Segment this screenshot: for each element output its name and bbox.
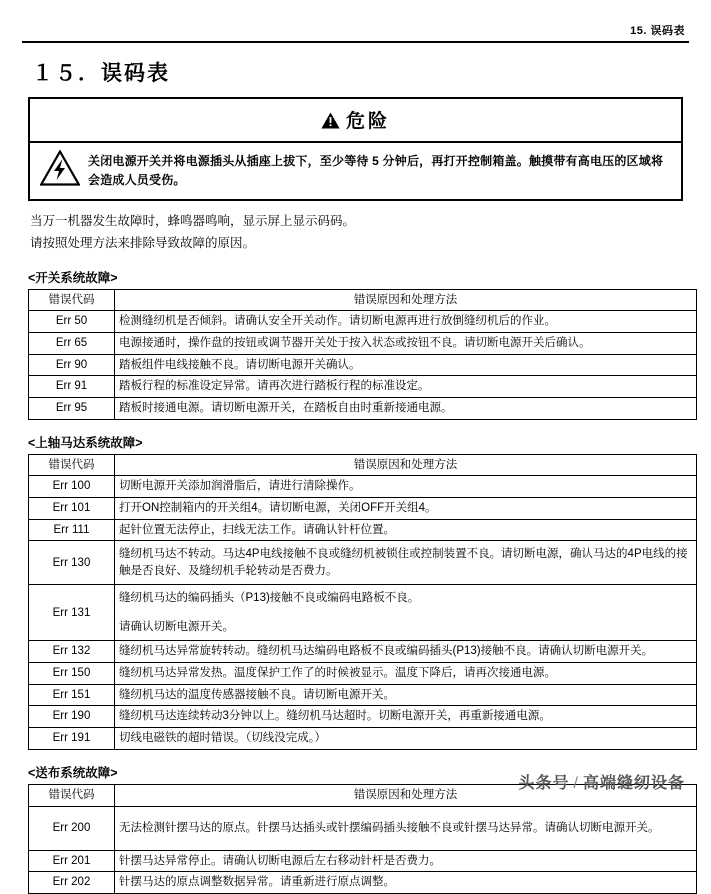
section-title-feed-system: <送布系统故障> xyxy=(28,765,118,780)
table-row xyxy=(29,872,697,894)
table-row xyxy=(29,398,697,420)
running-head: 15. 误码表 xyxy=(630,25,685,37)
error-desc: 缝纫机马达异常发热。温度保护工作了的时候被显示。温度下降后，请再次接通电源。 xyxy=(115,663,697,685)
error-code: Err 201 xyxy=(29,850,115,872)
table-row xyxy=(29,498,697,520)
table-row xyxy=(29,706,697,728)
error-code: Err 150 xyxy=(29,663,115,685)
error-code: Err 91 xyxy=(29,376,115,398)
error-code: Err 202 xyxy=(29,872,115,894)
error-desc: 打开ON控制箱内的开关组4。请切断电源，关闭OFF开关组4。 xyxy=(115,498,697,520)
error-desc: 切断电源开关添加润滑脂后，请进行清除操作。 xyxy=(115,476,697,498)
error-desc: 针摆马达的原点调整数据异常。请重新进行原点调整。 xyxy=(115,872,697,894)
danger-text: 关闭电源开关并将电源插头从插座上拔下，至少等待 5 分钟后，再打开控制箱盖。触摸带有高电压的区域将会造成人员受伤。 xyxy=(88,153,664,187)
error-code: Err 191 xyxy=(29,728,115,750)
watermark xyxy=(519,770,685,793)
section-title-upper-shaft-motor: <上轴马达系统故障> xyxy=(28,435,143,450)
error-code: Err 50 xyxy=(29,311,115,333)
table-row xyxy=(29,641,697,663)
table-row xyxy=(29,684,697,706)
error-desc: 无法检测针摆马达的原点。针摆马达插头或针摆编码插头接触不良或针摆马达异常。请确认切断电源开关。 xyxy=(115,806,697,850)
error-table-upper-shaft-motor xyxy=(28,454,697,750)
error-code: Err 130 xyxy=(29,541,115,585)
header-rule xyxy=(22,41,689,43)
error-code: Err 132 xyxy=(29,641,115,663)
danger-body xyxy=(30,143,681,199)
error-code: Err 101 xyxy=(29,498,115,520)
error-desc: 踏板组件电线接触不良。请切断电源开关确认。 xyxy=(115,354,697,376)
high-voltage-icon xyxy=(40,150,80,191)
table-row xyxy=(29,519,697,541)
error-desc xyxy=(115,585,697,641)
error-code: Err 131 xyxy=(29,585,115,641)
danger-title-row xyxy=(30,99,681,143)
danger-notice xyxy=(28,97,683,201)
error-code: Err 200 xyxy=(29,806,115,850)
error-desc: 踏板行程的标准设定异常。请再次进行踏板行程的标准设定。 xyxy=(115,376,697,398)
page-title: １５．误码表 xyxy=(32,62,170,85)
error-desc: 踏板时接通电源。请切断电源开关，在踏板自由时重新接通电源。 xyxy=(115,398,697,420)
error-desc: 电源接通时，操作盘的按钮或调节器开关处于按入状态或按钮不良。请切断电源开关后确认。 xyxy=(115,333,697,355)
error-table-feed-system xyxy=(28,784,697,894)
error-desc: 检测缝纫机是否倾斜。请确认安全开关动作。请切断电源再进行放倒缝纫机后的作业。 xyxy=(115,311,697,333)
error-code: Err 100 xyxy=(29,476,115,498)
table-row xyxy=(29,663,697,685)
table-row xyxy=(29,311,697,333)
table-row xyxy=(29,354,697,376)
table-row xyxy=(29,728,697,750)
error-desc: 缝纫机马达连续转动3分钟以上。缝纫机马达超时。切断电源开关，再重新接通电源。 xyxy=(115,706,697,728)
col-header-desc: 错误原因和处理方法 xyxy=(115,454,697,476)
col-header-desc: 错误原因和处理方法 xyxy=(115,784,697,806)
error-desc: 切线电磁铁的超时错误。（切线没完成。） xyxy=(115,728,697,750)
section-title-switch: <开关系统故障> xyxy=(28,270,118,285)
error-code: Err 90 xyxy=(29,354,115,376)
intro-line-1: 当万一机器发生故障时，蜂鸣器鸣响，显示屏上显示码码。 xyxy=(30,214,356,228)
error-code: Err 65 xyxy=(29,333,115,355)
intro-paragraph xyxy=(22,211,689,255)
table-row xyxy=(29,850,697,872)
watermark-left: 头条号 xyxy=(518,775,570,792)
error-desc: 起针位置无法停止，扫线无法工作。请确认针杆位置。 xyxy=(115,519,697,541)
table-row xyxy=(29,333,697,355)
error-code: Err 95 xyxy=(29,398,115,420)
col-header-code: 错误代码 xyxy=(29,289,115,311)
error-desc: 针摆马达异常停止。请确认切断电源后左右移动针杆是否费力。 xyxy=(115,850,697,872)
error-desc-line: 缝纫机马达的编码插头（P13)接触不良或编码电路板不良。 xyxy=(119,591,420,604)
error-desc-line: 请确认切断电源开关。 xyxy=(119,621,234,634)
danger-title-text: 危险 xyxy=(345,111,390,132)
error-table-switch xyxy=(28,289,697,420)
table-row xyxy=(29,541,697,585)
col-header-desc: 错误原因和处理方法 xyxy=(115,289,697,311)
error-desc: 缝纫机马达的温度传感器接触不良。请切断电源开关。 xyxy=(115,684,697,706)
table-header-row xyxy=(29,289,697,311)
error-code: Err 190 xyxy=(29,706,115,728)
table-header-row xyxy=(29,454,697,476)
error-desc: 缝纫机马达不转动。马达4P电线接触不良或缝纫机被锁住或控制装置不良。请切断电源，确认马达的4P电线的接触是否良好、及缝纫机手轮转动是否费力。 xyxy=(115,541,697,585)
table-row xyxy=(29,376,697,398)
error-code: Err 111 xyxy=(29,519,115,541)
col-header-code: 错误代码 xyxy=(29,454,115,476)
table-row xyxy=(29,806,697,850)
col-header-code: 错误代码 xyxy=(29,784,115,806)
watermark-separator: / xyxy=(573,775,579,792)
error-desc: 缝纫机马达异常旋转转动。缝纫机马达编码电路板不良或编码插头(P13)接触不良。请确认切断电源开关。 xyxy=(115,641,697,663)
table-row xyxy=(29,585,697,641)
error-code: Err 151 xyxy=(29,684,115,706)
watermark-right: 高端缝纫设备 xyxy=(582,775,685,792)
table-row xyxy=(29,476,697,498)
warning-triangle-icon xyxy=(321,112,340,135)
intro-line-2: 请按照处理方法来排除导致故障的原因。 xyxy=(30,235,256,250)
